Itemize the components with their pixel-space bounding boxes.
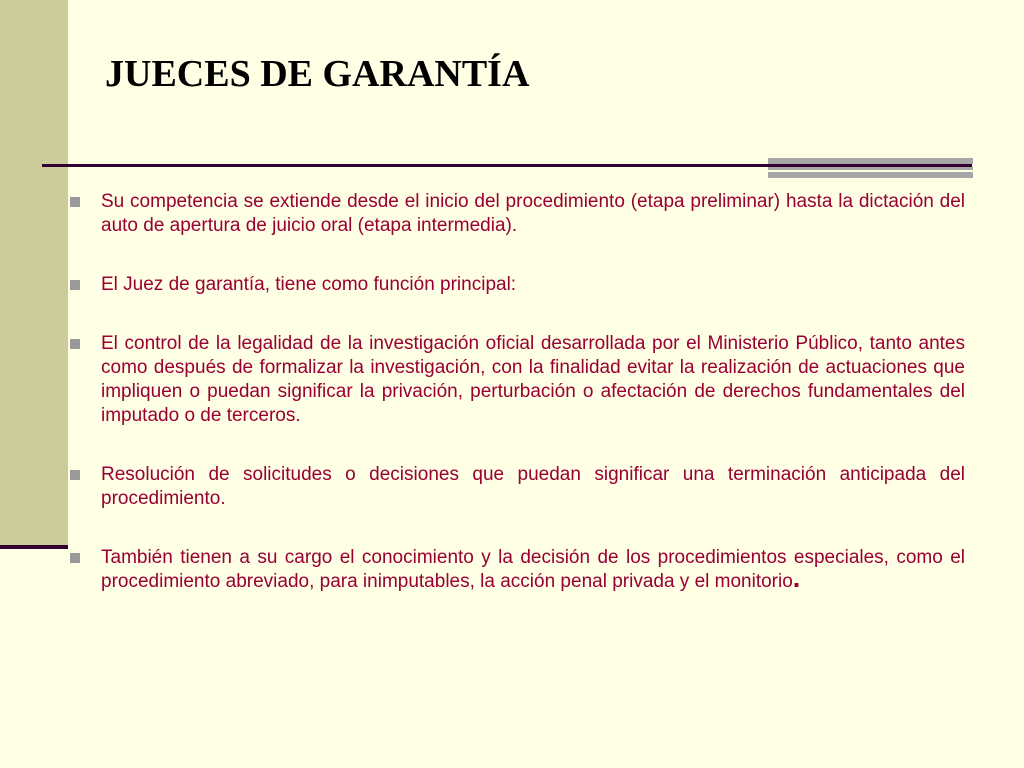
bullet-item: [70, 546, 965, 594]
accent-stripe-bar: [768, 158, 973, 178]
bullet-item: [70, 463, 965, 511]
square-bullet-icon: [70, 339, 80, 349]
bullet-item: [70, 332, 965, 428]
square-bullet-icon: [70, 197, 80, 207]
bullet-text: Resolución de solicitudes o decisiones que puedan significar una terminación anticipada del procedimiento.: [101, 464, 965, 509]
square-bullet-icon: [70, 280, 80, 290]
left-decorative-band: [0, 0, 68, 545]
slide-title: JUECES DE GARANTÍA: [105, 53, 530, 95]
bullet-text: Su competencia se extiende desde el inicio del procedimiento (etapa preliminar) hasta la dictación del auto de apertura de juicio oral (etapa intermedia).: [101, 191, 965, 236]
bullet-item: [70, 190, 965, 238]
slide-bullet-list: [70, 190, 965, 594]
bullet-text: El control de la legalidad de la investigación oficial desarrollada por el Ministerio Público, tanto antes como después de formalizar la investigación, con la finalidad evitar la realización de actuaciones que impliquen o puedan significar la privación, perturbación o afectación de derechos fundamentales del imputado o de terceros.: [101, 333, 965, 426]
left-band-rule: [0, 545, 68, 549]
bullet-text: El Juez de garantía, tiene como función principal:: [101, 274, 517, 295]
square-bullet-icon: [70, 470, 80, 480]
bullet-text: También tienen a su cargo el conocimiento y la decisión de los procedimientos especiales, como el procedimiento abreviado, para inimputables, la acción penal privada y el monitorio: [101, 547, 965, 592]
bullet-text-period: .: [792, 563, 801, 593]
square-bullet-icon: [70, 553, 80, 563]
bullet-item: [70, 273, 965, 297]
